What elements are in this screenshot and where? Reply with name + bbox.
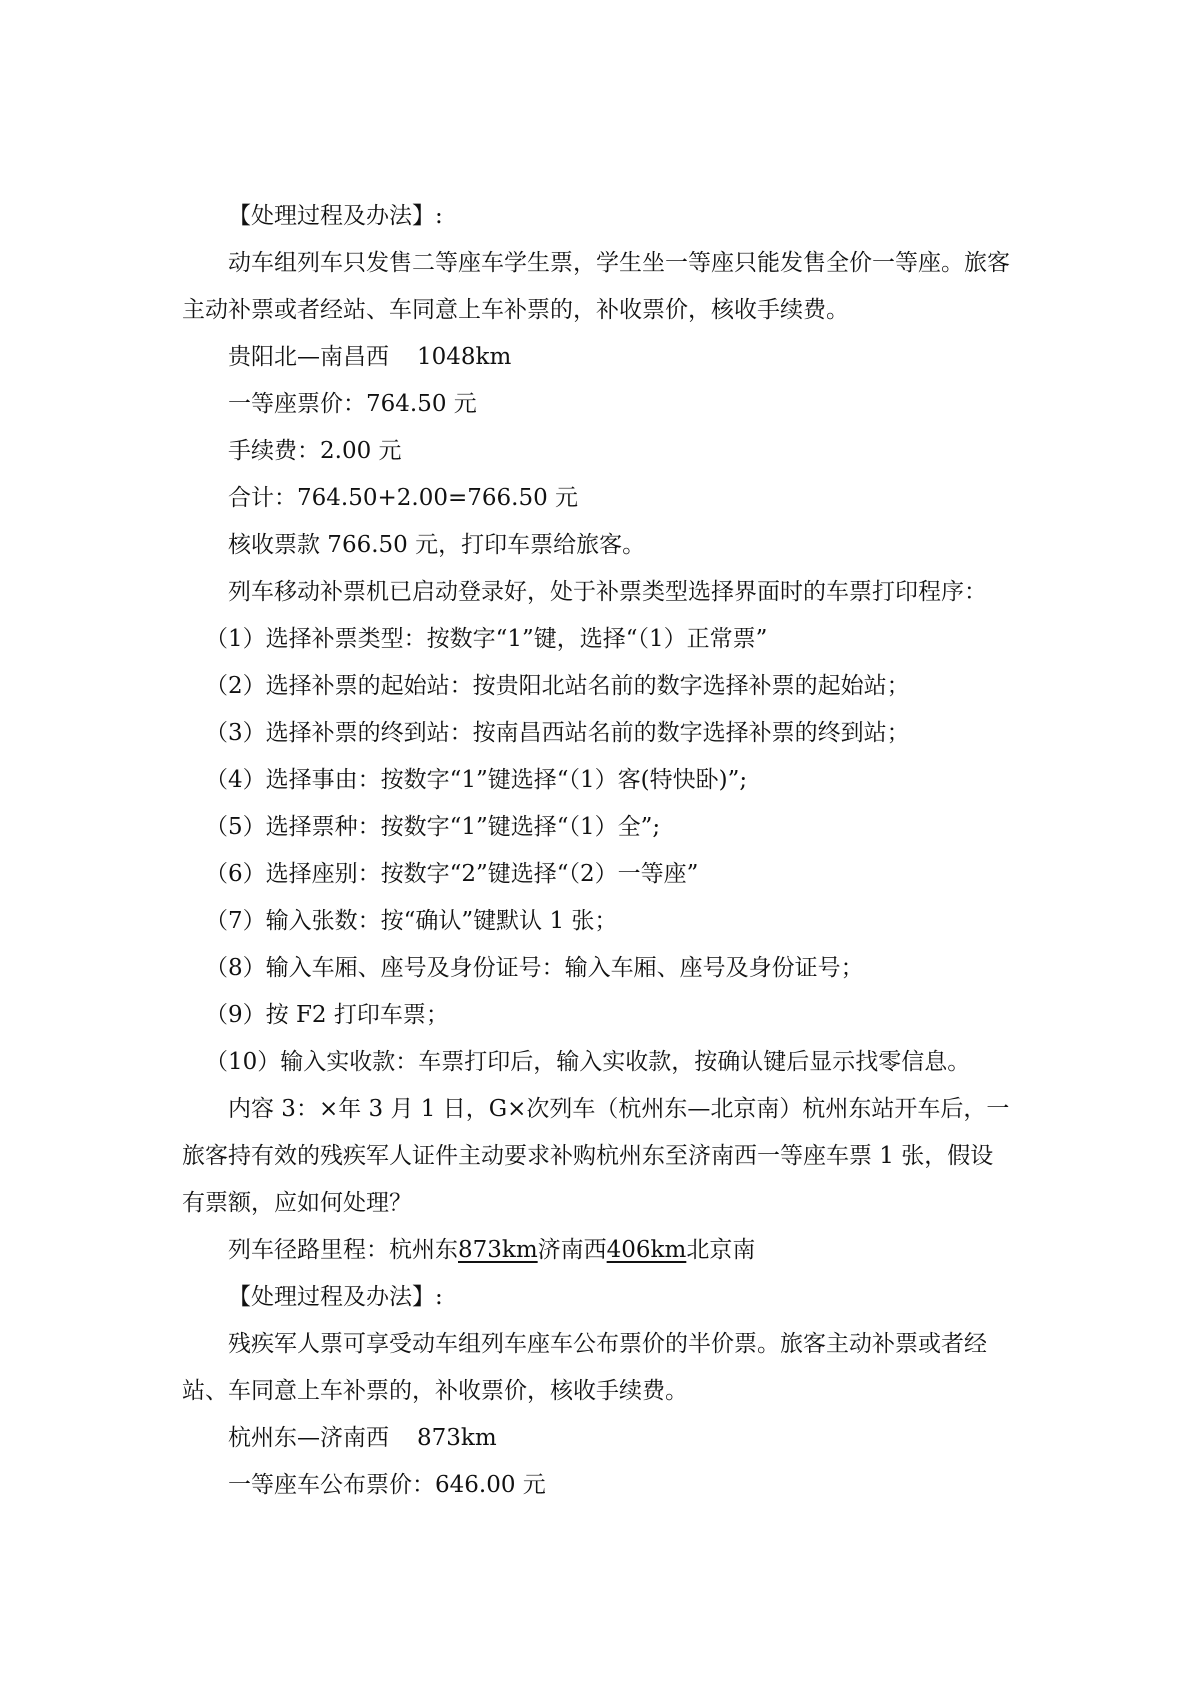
collect-fare: 核收票款 766.50 元，打印车票给旅客。 xyxy=(228,532,646,558)
paragraph-disabled-veteran-rule: 残疾军人票可享受动车组列车座车公布票价的半价票。旅客主动补票或者经站、车同意上车补票的，补收票价，核收手续费。 xyxy=(182,1331,987,1404)
section-heading-process: 【处理过程及办法】: xyxy=(228,203,443,229)
step-item: （9）按 F2 打印车票； xyxy=(205,1002,449,1028)
step-item: （3）选择补票的终到站：按南昌西站名前的数字选择补票的终到站； xyxy=(205,720,910,746)
route-stations: 贵阳北—南昌西 xyxy=(228,344,389,370)
segment-distance-2: 406km xyxy=(606,1237,687,1263)
route-mileage-prefix: 列车径路里程：杭州东 xyxy=(228,1237,458,1263)
step-item: （1）选择补票类型：按数字“1”键，选择“（1）正常票” xyxy=(205,626,768,652)
machine-intro: 列车移动补票机已启动登录好，处于补票类型选择界面时的车票打印程序： xyxy=(228,579,987,605)
total-amount: 合计：764.50+2.00=766.50 元 xyxy=(228,485,579,511)
step-item: （10）输入实收款：车票打印后，输入实收款，按确认键后显示找零信息。 xyxy=(205,1049,971,1075)
step-item: （6）选择座别：按数字“2”键选择“（2）一等座” xyxy=(205,861,699,887)
step-item: （7）输入张数：按“确认”键默认 1 张； xyxy=(205,908,618,934)
paragraph-student-ticket-rule: 动车组列车只发售二等座车学生票，学生坐一等座只能发售全价一等座。旅客主动补票或者经站、车同意上车补票的，补收票价，核收手续费。 xyxy=(182,250,1010,323)
step-item: （8）输入车厢、座号及身份证号：输入车厢、座号及身份证号； xyxy=(205,955,864,981)
route-mileage xyxy=(182,1227,1012,1274)
first-class-published-fare: 一等座车公布票价：646.00 元 xyxy=(228,1472,546,1498)
case-3-question: 内容 3：×年 3 月 1 日，G×次列车（杭州东—北京南）杭州东站开车后，一旅客持有效的残疾军人证件主动要求补购杭州东至济南西一等座车票 1 张，假设有票额，应如何处理？ xyxy=(182,1096,1010,1216)
route-distance: 873km xyxy=(417,1425,497,1451)
step-item: （2）选择补票的起始站：按贵阳北站名前的数字选择补票的起始站； xyxy=(205,673,910,699)
route-mileage-end: 北京南 xyxy=(686,1237,756,1263)
route-distance: 1048km xyxy=(417,344,512,370)
handling-fee: 手续费：2.00 元 xyxy=(228,438,402,464)
step-item: （4）选择事由：按数字“1”键选择“（1）客(特快卧)”; xyxy=(205,767,748,793)
route-guiyang-nanchang xyxy=(182,334,1012,381)
document-page xyxy=(182,193,1012,1509)
route-mileage-mid: 济南西 xyxy=(537,1237,607,1263)
section-heading-process-2: 【处理过程及办法】: xyxy=(228,1284,443,1310)
route-stations: 杭州东—济南西 xyxy=(228,1425,389,1451)
segment-distance-1: 873km xyxy=(458,1237,538,1263)
first-class-fare: 一等座票价：764.50 元 xyxy=(228,391,477,417)
step-item: （5）选择票种：按数字“1”键选择“（1）全”; xyxy=(205,814,661,840)
route-hangzhou-jinan xyxy=(182,1415,1012,1462)
